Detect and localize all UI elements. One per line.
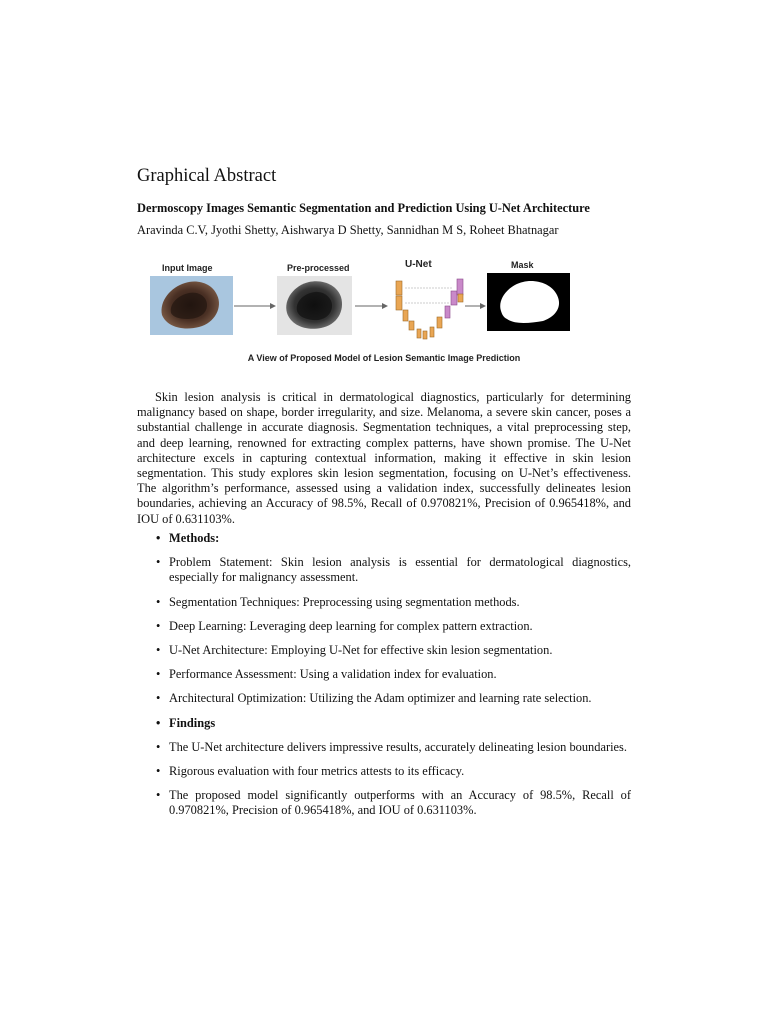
list-item xyxy=(137,740,631,755)
mask-label: Mask xyxy=(511,260,534,270)
unet-label: U-Net xyxy=(405,259,432,270)
paper-title: Dermoscopy Images Semantic Segmentation and Prediction Using U-Net Architecture xyxy=(137,201,590,215)
unet-diagram xyxy=(396,279,463,339)
bullet-icon: • xyxy=(156,764,161,779)
input-lesion-image xyxy=(150,276,233,335)
list-item-text: Architectural Optimization: Utilizing the Adam optimizer and learning rate selection. xyxy=(169,691,592,706)
highlights-list xyxy=(137,531,631,828)
list-item-text: The U-Net architecture delivers impressive results, accurately delineating lesion boundaries. xyxy=(169,739,627,754)
bullet-icon: • xyxy=(156,691,161,706)
list-item-text: The proposed model significantly outperforms with an Accuracy of 98.5%, Recall of 0.970821%, Precision of 0.965418%, and IOU of 0.631103%. xyxy=(169,788,631,818)
list-item-text: Rigorous evaluation with four metrics attests to its efficacy. xyxy=(169,764,465,779)
bullet-icon: • xyxy=(156,715,161,730)
pipeline-diagram xyxy=(137,253,631,353)
list-item xyxy=(137,643,631,658)
list-item xyxy=(137,764,631,779)
list-item xyxy=(137,788,631,818)
bullet-icon: • xyxy=(156,788,161,803)
bullet-icon: • xyxy=(156,531,161,545)
list-item-text: Deep Learning: Leveraging deep learning for complex pattern extraction. xyxy=(169,618,533,633)
list-item-text: Performance Assessment: Using a validation index for evaluation. xyxy=(169,667,497,682)
list-item xyxy=(137,619,631,634)
list-item xyxy=(137,555,631,585)
mask-image xyxy=(487,273,570,331)
bullet-icon: • xyxy=(156,594,161,609)
list-item-text: Findings xyxy=(169,715,216,730)
preprocessed-image xyxy=(277,276,352,335)
list-item xyxy=(137,595,631,610)
input-image-label: Input Image xyxy=(162,263,213,273)
preprocessed-label: Pre-processed xyxy=(287,263,350,273)
list-section-heading xyxy=(137,531,631,546)
bullet-icon: • xyxy=(156,667,161,682)
bullet-icon: • xyxy=(156,643,161,658)
graphical-abstract-figure xyxy=(137,253,631,371)
list-item-text: Methods: xyxy=(169,531,220,545)
figure-caption: A View of Proposed Model of Lesion Semantic Image Prediction xyxy=(247,353,521,363)
bullet-icon: • xyxy=(156,618,161,633)
list-item xyxy=(137,691,631,706)
list-item-text: Problem Statement: Skin lesion analysis is essential for dermatological diagnostics, especially for malignancy assessment. xyxy=(169,555,631,585)
list-item-text: U-Net Architecture: Employing U-Net for effective skin lesion segmentation. xyxy=(169,643,553,658)
bullet-icon: • xyxy=(156,739,161,754)
list-item-text: Segmentation Techniques: Preprocessing using segmentation methods. xyxy=(169,594,520,609)
abstract-paragraph: Skin lesion analysis is critical in dermatological diagnostics, particularly for determining malignancy based on shape, border irregularity, and size. Melanoma, a severe skin cancer, poses a substantial challenge in accurate diagnosis. Segmentation techniques, a vital preprocessing step, and deep learning, renowned for extracting complex patterns, have shown promise. The U-Net architecture excels in capturing contextual information, making it effective in skin lesion segmentation. This study explores skin lesion segmentation, focusing on U-Net’s effectiveness. The algorithm’s performance, assessed using a validation index, successfully delineates lesion boundaries, achieving an Accuracy of 98.5%, Recall of 0.970821%, Precision of 0.965418%, and IOU of 0.631103%. xyxy=(137,390,631,526)
section-heading: Graphical Abstract xyxy=(137,166,277,186)
bullet-icon: • xyxy=(156,555,161,570)
list-section-heading xyxy=(137,716,631,731)
list-item xyxy=(137,667,631,682)
author-list: Aravinda C.V, Jyothi Shetty, Aishwarya D Shetty, Sannidhan M S, Roheet Bhatnagar xyxy=(137,223,559,237)
